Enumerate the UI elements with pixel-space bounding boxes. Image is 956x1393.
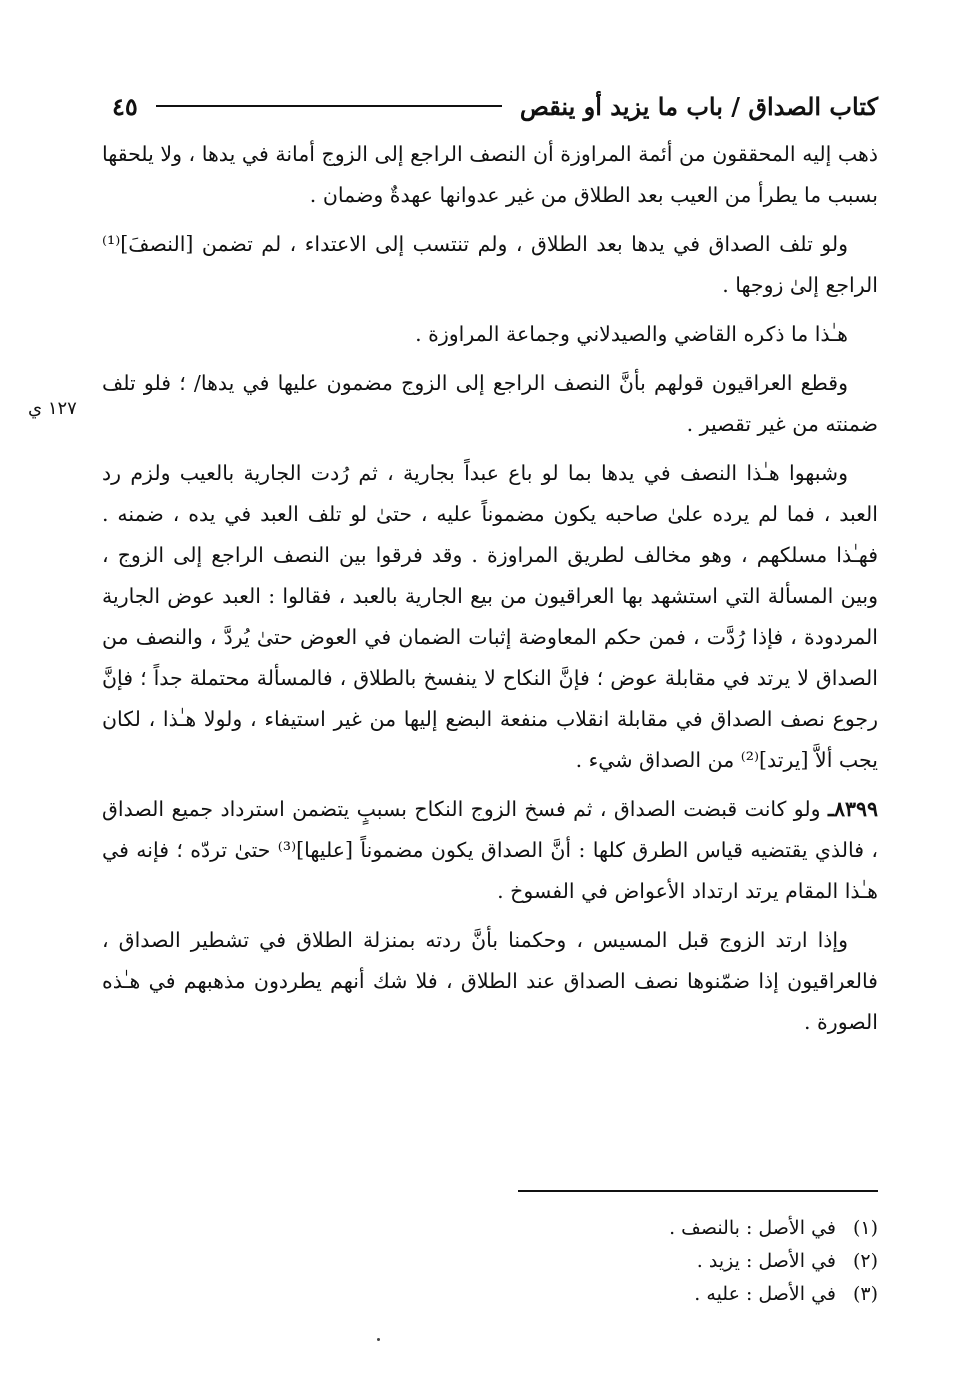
- paragraph: هـٰذا ما ذكره القاضي والصيدلاني وجماعة المراوزة .: [415, 322, 848, 346]
- footnote-number: (١): [852, 1217, 878, 1239]
- footnote-text: في الأصل : يزيد .: [696, 1250, 836, 1272]
- issue-number: ٨٣٩٩ـ: [827, 797, 878, 821]
- main-text: [102, 134, 878, 1051]
- footnote-item: [420, 1212, 878, 1245]
- paragraph: ولو تلف الصداق في يدها بعد الطلاق ، ولم تنتسب إلى الاعتداء ، لم تضمن [النصفَ]⁽¹⁾ الراجع إلىٰ زوجها .: [102, 232, 878, 297]
- footnotes: [420, 1212, 878, 1311]
- header-rule: [156, 105, 502, 107]
- page-number: ٤٥: [112, 91, 138, 121]
- footnote-text: في الأصل : عليه .: [694, 1283, 836, 1305]
- numbered-paragraph: [102, 789, 878, 912]
- footnote-item: [420, 1245, 878, 1278]
- header-title: كتاب الصداق / باب ما يزيد أو ينقص: [519, 91, 878, 121]
- paragraph: ذهب إليه المحققون من أئمة المراوزة أن النصف الراجع إلى الزوج أمانة في يدها ، ولا يلحقها بسبب ما يطرأ من العيب بعد الطلاق من غير عدوانها عهدةٌ وضمان .: [102, 142, 878, 207]
- paragraph: وقطع العراقيون قولهم بأنَّ النصف الراجع إلى الزوج مضمون عليها في يدها/ ؛ فلو تلف ضمنته من غير تقصير .: [102, 371, 878, 436]
- footnote-number: (٣): [852, 1283, 878, 1305]
- paragraph-text: ولو كانت قبضت الصداق ، ثم فسخ الزوج النكاح بسببٍ يتضمن استرداد جميع الصداق ، فالذي يقتضيه قياس الطرق كلها : أنَّ الصداق يكون مضموناً [عليها]⁽³⁾ حتىٰ تردّه ؛ فإنه في هـٰذا المقام يرتد ارتداد الأعواض في الفسوخ .: [102, 797, 879, 903]
- margin-folio-note: ١٢٧ ي: [28, 398, 77, 419]
- paragraph: وشبهوا هـٰذا النصف في يدها بما لو باع عبداً بجارية ، ثم رُدت الجارية بالعيب ولزم رد العبد ، فما لم يرده علىٰ صاحبه يكون مضموناً عليه ، حتىٰ لو تلف العبد في يده ، ضمنه . فهـٰذا مسلكهم ، وهو مخالف لطريق المراوزة . وقد فرقوا بين النصف الراجع إلى الزوج ، وبين المسألة التي استشهد بها العراقيون من بيع الجارية بالعبد ، فقالوا : العبد عوض الجارية المردودة ، فإذا رُدَّت ، فمن حكم المعاوضة إثبات الضمان في العوض حتىٰ يُردَّ ، والنصف من الصداق لا يرتد في مقابلة عوض ؛ فإنَّ النكاح لا ينفسخ بالطلاق ، فالمسألة محتملة جداً ؛ فإنَّ رجوع نصف الصداق في مقابلة انقلاب منفعة البضع إليها من غير استيفاء ، ولولا هـٰذا ، لكان يجب ألاَّ [يرتد]⁽²⁾ من الصداق شيء .: [102, 461, 878, 772]
- footnote-item: [420, 1278, 878, 1311]
- footnote-text: في الأصل : بالنصف .: [669, 1217, 836, 1239]
- footnote-divider: [518, 1190, 878, 1192]
- running-header: [112, 86, 878, 126]
- paragraph: وإذا ارتد الزوج قبل المسيس ، وحكمنا بأنَّ ردته بمنزلة الطلاق في تشطير الصداق ، فالعراقيون إذا ضمّنوها نصف الصداق عند الطلاق ، فلا شك أنهم يطردون مذهبهم في هـٰذه الصورة .: [102, 928, 878, 1034]
- footnote-number: (٢): [852, 1250, 878, 1272]
- scan-dot: [377, 1338, 380, 1341]
